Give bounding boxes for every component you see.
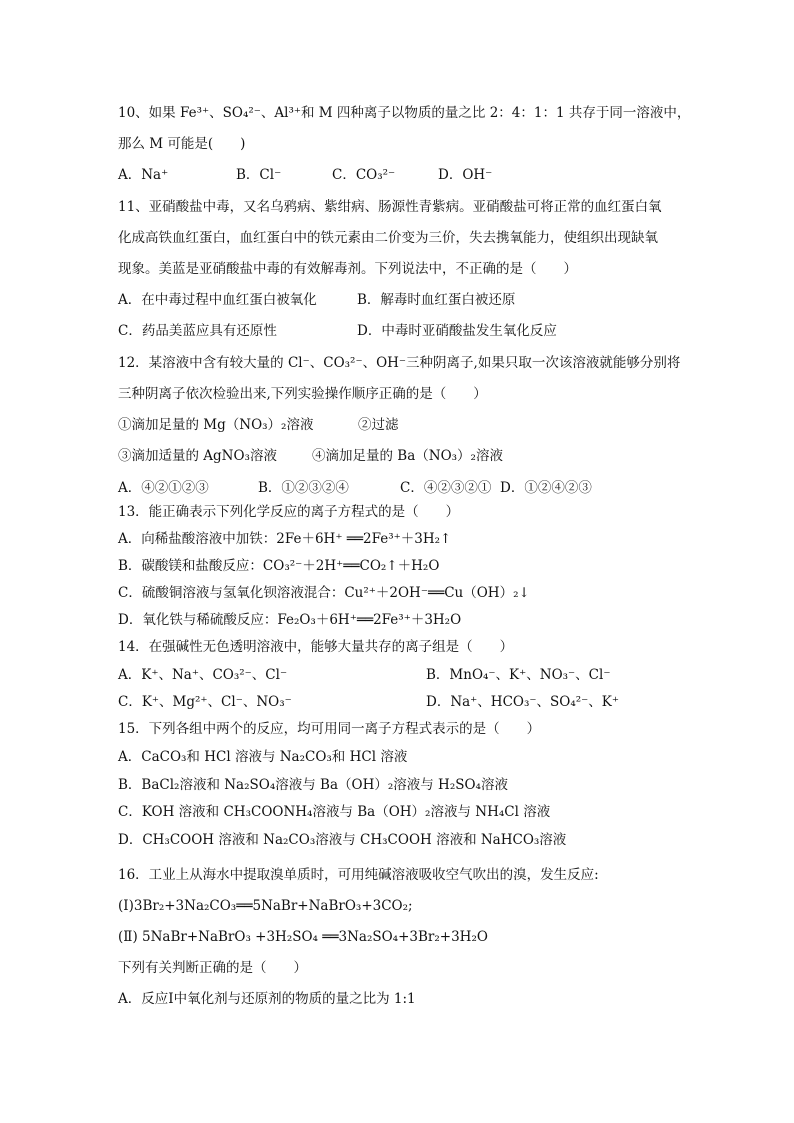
q12-stem-line2: 三种阴离子依次检验出来,下列实验操作顺序正确的是（ ）	[118, 386, 487, 402]
q14-option-c: C．K⁺、Mg²⁺、Cl⁻、NO₃⁻	[118, 694, 292, 710]
q12-option-a: A．④②①②③	[118, 480, 209, 496]
q10-options	[118, 166, 492, 184]
q12-option-c: C．④②③②①	[400, 480, 492, 496]
q13-option-c: C．硫酸铜溶液与氢氧化钡溶液混合：Cu²⁺＋2OH⁻══Cu（OH）₂↓	[118, 585, 530, 601]
q10-option-b: B．Cl⁻	[236, 167, 282, 183]
q13-option-d: D．氧化铁与稀硫酸反应：Fe₂O₃＋6H⁺══2Fe³⁺＋3H₂O	[118, 612, 462, 628]
q11-option-a: A．在中毒过程中血红蛋白被氧化	[118, 292, 317, 308]
q15-stem: 15．下列各组中两个的反应，均可用同一离子方程式表示的是（ ）	[118, 721, 541, 737]
q16-stem-line1: 16．工业上从海水中提取溴单质时，可用纯碱溶液吸收空气吹出的溴，发生反应:	[118, 867, 599, 883]
q10-stem-line1: 10、如果 Fe³⁺、SO₄²⁻、Al³⁺和 M 四种离子以物质的量之比 2：4：1：1 共存于同一溶液中，	[118, 105, 691, 121]
q15-option-d: D．CH₃COOH 溶液和 Na₂CO₃溶液与 CH₃COOH 溶液和 NaHCO₃溶液	[118, 832, 567, 848]
q14-option-d: D．Na⁺、HCO₃⁻、SO₄²⁻、K⁺	[426, 694, 619, 710]
q10-option-c: C．CO₃²⁻	[332, 167, 396, 183]
q14-option-b: B．MnO₄⁻、K⁺、NO₃⁻、Cl⁻	[426, 667, 611, 683]
q11-option-d: D．中毒时亚硝酸盐发生氧化反应	[357, 323, 557, 339]
q16-option-a: A．反应Ⅰ中氧化剂与还原剂的物质的量之比为 1:1	[118, 991, 416, 1007]
q10-stem-line2: 那么 M 可能是( )	[118, 136, 246, 152]
q12-option-d: D．①②④②③	[500, 480, 592, 496]
q12-options	[118, 479, 592, 497]
q13-option-a: A．向稀盐酸溶液中加铁：2Fe＋6H⁺ ══2Fe³⁺＋3H₂↑	[118, 531, 452, 547]
q16-reaction-1: (Ⅰ)3Br₂+3Na₂CO₃══5NaBr+NaBrO₃+3CO₂;	[118, 898, 413, 914]
q12-step-3: ③滴加适量的 AgNO₃溶液	[118, 448, 277, 464]
q11-option-c: C．药品美蓝应具有还原性	[118, 323, 277, 339]
q14-option-a: A．K⁺、Na⁺、CO₃²⁻、Cl⁻	[118, 667, 288, 683]
q12-option-b: B．①②③②④	[258, 480, 349, 496]
q11-option-b: B．解毒时血红蛋白被还原	[357, 292, 516, 308]
q11-stem-line1: 11、亚硝酸盐中毒，又名乌鸦病、紫绀病、肠源性青紫病。亚硝酸盐可将正常的血红蛋白氧	[118, 199, 662, 215]
q12-step-2: ②过滤	[358, 417, 399, 433]
q12-stem-line1: 12．某溶液中含有较大量的 Cl⁻、CO₃²⁻、OH⁻三种阴离子,如果只取一次该溶液就能够分别将	[118, 355, 681, 371]
q15-option-c: C．KOH 溶液和 CH₃COONH₄溶液与 Ba（OH）₂溶液与 NH₄Cl 溶液	[118, 804, 551, 820]
q15-option-b: B．BaCl₂溶液和 Na₂SO₄溶液与 Ba（OH）₂溶液与 H₂SO₄溶液	[118, 777, 508, 793]
q14-stem: 14．在强碱性无色透明溶液中，能够大量共存的离子组是（ ）	[118, 639, 514, 655]
q12-step-4: ④滴加足量的 Ba（NO₃）₂溶液	[312, 448, 503, 464]
q11-stem-line2: 化成高铁血红蛋白，血红蛋白中的铁元素由二价变为三价，失去携氧能力，使组织出现缺氧	[118, 230, 658, 246]
q16-reaction-2: (Ⅱ) 5NaBr+NaBrO₃ +3H₂SO₄ ══3Na₂SO₄+3Br₂+3H₂O	[118, 929, 488, 945]
q12-step-1: ①滴加足量的 Mg（NO₃）₂溶液	[118, 417, 314, 433]
q13-stem: 13．能正确表示下列化学反应的离子方程式的是（ ）	[118, 504, 460, 520]
q16-stem-line2: 下列有关判断正确的是（ ）	[118, 960, 307, 976]
q11-stem-line3: 现象。美蓝是亚硝酸盐中毒的有效解毒剂。下列说法中，不正确的是（ ）	[118, 261, 577, 277]
q13-option-b: B．碳酸镁和盐酸反应：CO₃²⁻＋2H⁺══CO₂↑＋H₂O	[118, 558, 440, 574]
q15-option-a: A．CaCO₃和 HCl 溶液与 Na₂CO₃和 HCl 溶液	[118, 749, 408, 765]
q10-option-d: D．OH⁻	[438, 167, 493, 183]
q10-option-a: A．Na⁺	[118, 167, 169, 183]
